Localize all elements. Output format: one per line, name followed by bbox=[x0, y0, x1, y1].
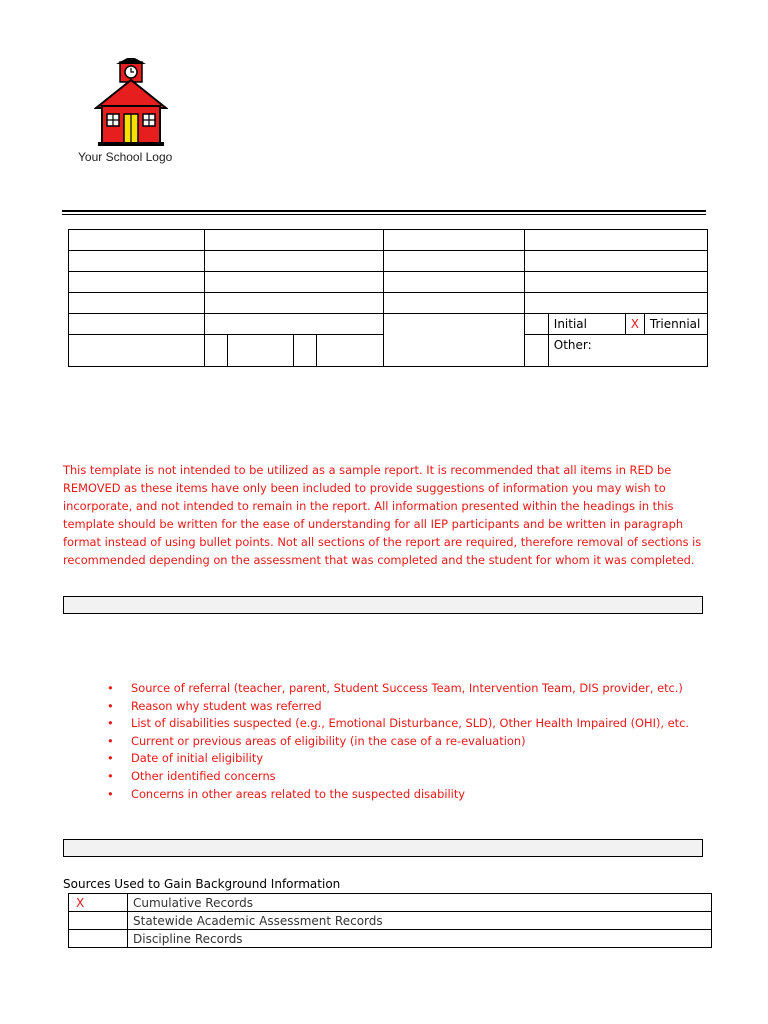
info-label-cell bbox=[384, 230, 525, 251]
referral-bullet-list bbox=[131, 680, 689, 803]
info-value-cell[interactable] bbox=[524, 230, 707, 251]
list-item: • Other identified concerns bbox=[131, 768, 689, 786]
source-label: Discipline Records bbox=[128, 930, 712, 948]
sources-heading: Sources Used to Gain Background Information bbox=[63, 877, 341, 891]
student-info-table bbox=[68, 229, 708, 367]
gender-checkbox[interactable] bbox=[204, 335, 227, 367]
referral-type-label-cell bbox=[384, 314, 525, 367]
triennial-checkbox[interactable]: X bbox=[625, 314, 644, 335]
info-label-cell bbox=[69, 335, 205, 367]
list-item: • List of disabilities suspected (e.g., Emotional Disturbance, SLD), Other Health Impaired (OHI), etc. bbox=[131, 715, 689, 733]
section-header-bar bbox=[63, 596, 703, 614]
info-value-cell[interactable] bbox=[204, 293, 384, 314]
gender-option-cell bbox=[227, 335, 294, 367]
other-label: Other: bbox=[548, 335, 707, 367]
info-value-cell[interactable] bbox=[524, 251, 707, 272]
section-header-bar bbox=[63, 839, 703, 857]
info-label-cell bbox=[384, 272, 525, 293]
list-item: • Concerns in other areas related to the suspected disability bbox=[131, 786, 689, 804]
source-label: Cumulative Records bbox=[128, 894, 712, 912]
info-value-cell[interactable] bbox=[204, 272, 384, 293]
info-label-cell bbox=[69, 251, 205, 272]
triennial-label: Triennial bbox=[644, 314, 707, 335]
sources-table bbox=[68, 893, 712, 948]
info-value-cell[interactable] bbox=[204, 251, 384, 272]
info-label-cell bbox=[69, 293, 205, 314]
source-checkbox[interactable]: X bbox=[69, 894, 128, 912]
header-rule-thin bbox=[62, 214, 706, 215]
header-rule bbox=[62, 210, 706, 212]
info-value-cell[interactable] bbox=[204, 314, 384, 335]
table-row bbox=[69, 912, 712, 930]
source-label: Statewide Academic Assessment Records bbox=[128, 912, 712, 930]
info-label-cell bbox=[69, 314, 205, 335]
list-item: • Source of referral (teacher, parent, Student Success Team, Intervention Team, DIS provider, etc.) bbox=[131, 680, 689, 698]
info-label-cell bbox=[69, 272, 205, 293]
source-checkbox[interactable] bbox=[69, 912, 128, 930]
info-value-cell[interactable] bbox=[524, 293, 707, 314]
source-checkbox[interactable] bbox=[69, 930, 128, 948]
initial-label: Initial bbox=[548, 314, 625, 335]
list-item: • Date of initial eligibility bbox=[131, 750, 689, 768]
table-row bbox=[69, 930, 712, 948]
info-value-cell[interactable] bbox=[524, 272, 707, 293]
info-value-cell[interactable] bbox=[204, 230, 384, 251]
logo-caption: Your School Logo bbox=[78, 150, 173, 164]
initial-checkbox[interactable] bbox=[524, 314, 548, 335]
school-logo bbox=[94, 58, 168, 148]
gender-checkbox[interactable] bbox=[294, 335, 317, 367]
info-label-cell bbox=[384, 251, 525, 272]
info-label-cell bbox=[69, 230, 205, 251]
info-label-cell bbox=[384, 293, 525, 314]
other-checkbox[interactable] bbox=[524, 335, 548, 367]
list-item: • Current or previous areas of eligibility (in the case of a re-evaluation) bbox=[131, 733, 689, 751]
gender-option-cell bbox=[317, 335, 384, 367]
table-row bbox=[69, 894, 712, 912]
template-instructions: This template is not intended to be utilized as a sample report. It is recommended that all items in RED be REMOVED as these items have only been included to provide suggestions of information you may wish to incorporate, and not intended to remain in the report. All information presented within the headings in this template should be written for the ease of understanding for all IEP participants and be written in paragraph format instead of using bullet points. Not all sections of the report are required, therefore removal of sections is recommended depending on the assessment that was completed and the student for whom it was completed. bbox=[63, 463, 702, 567]
list-item: • Reason why student was referred bbox=[131, 698, 689, 716]
